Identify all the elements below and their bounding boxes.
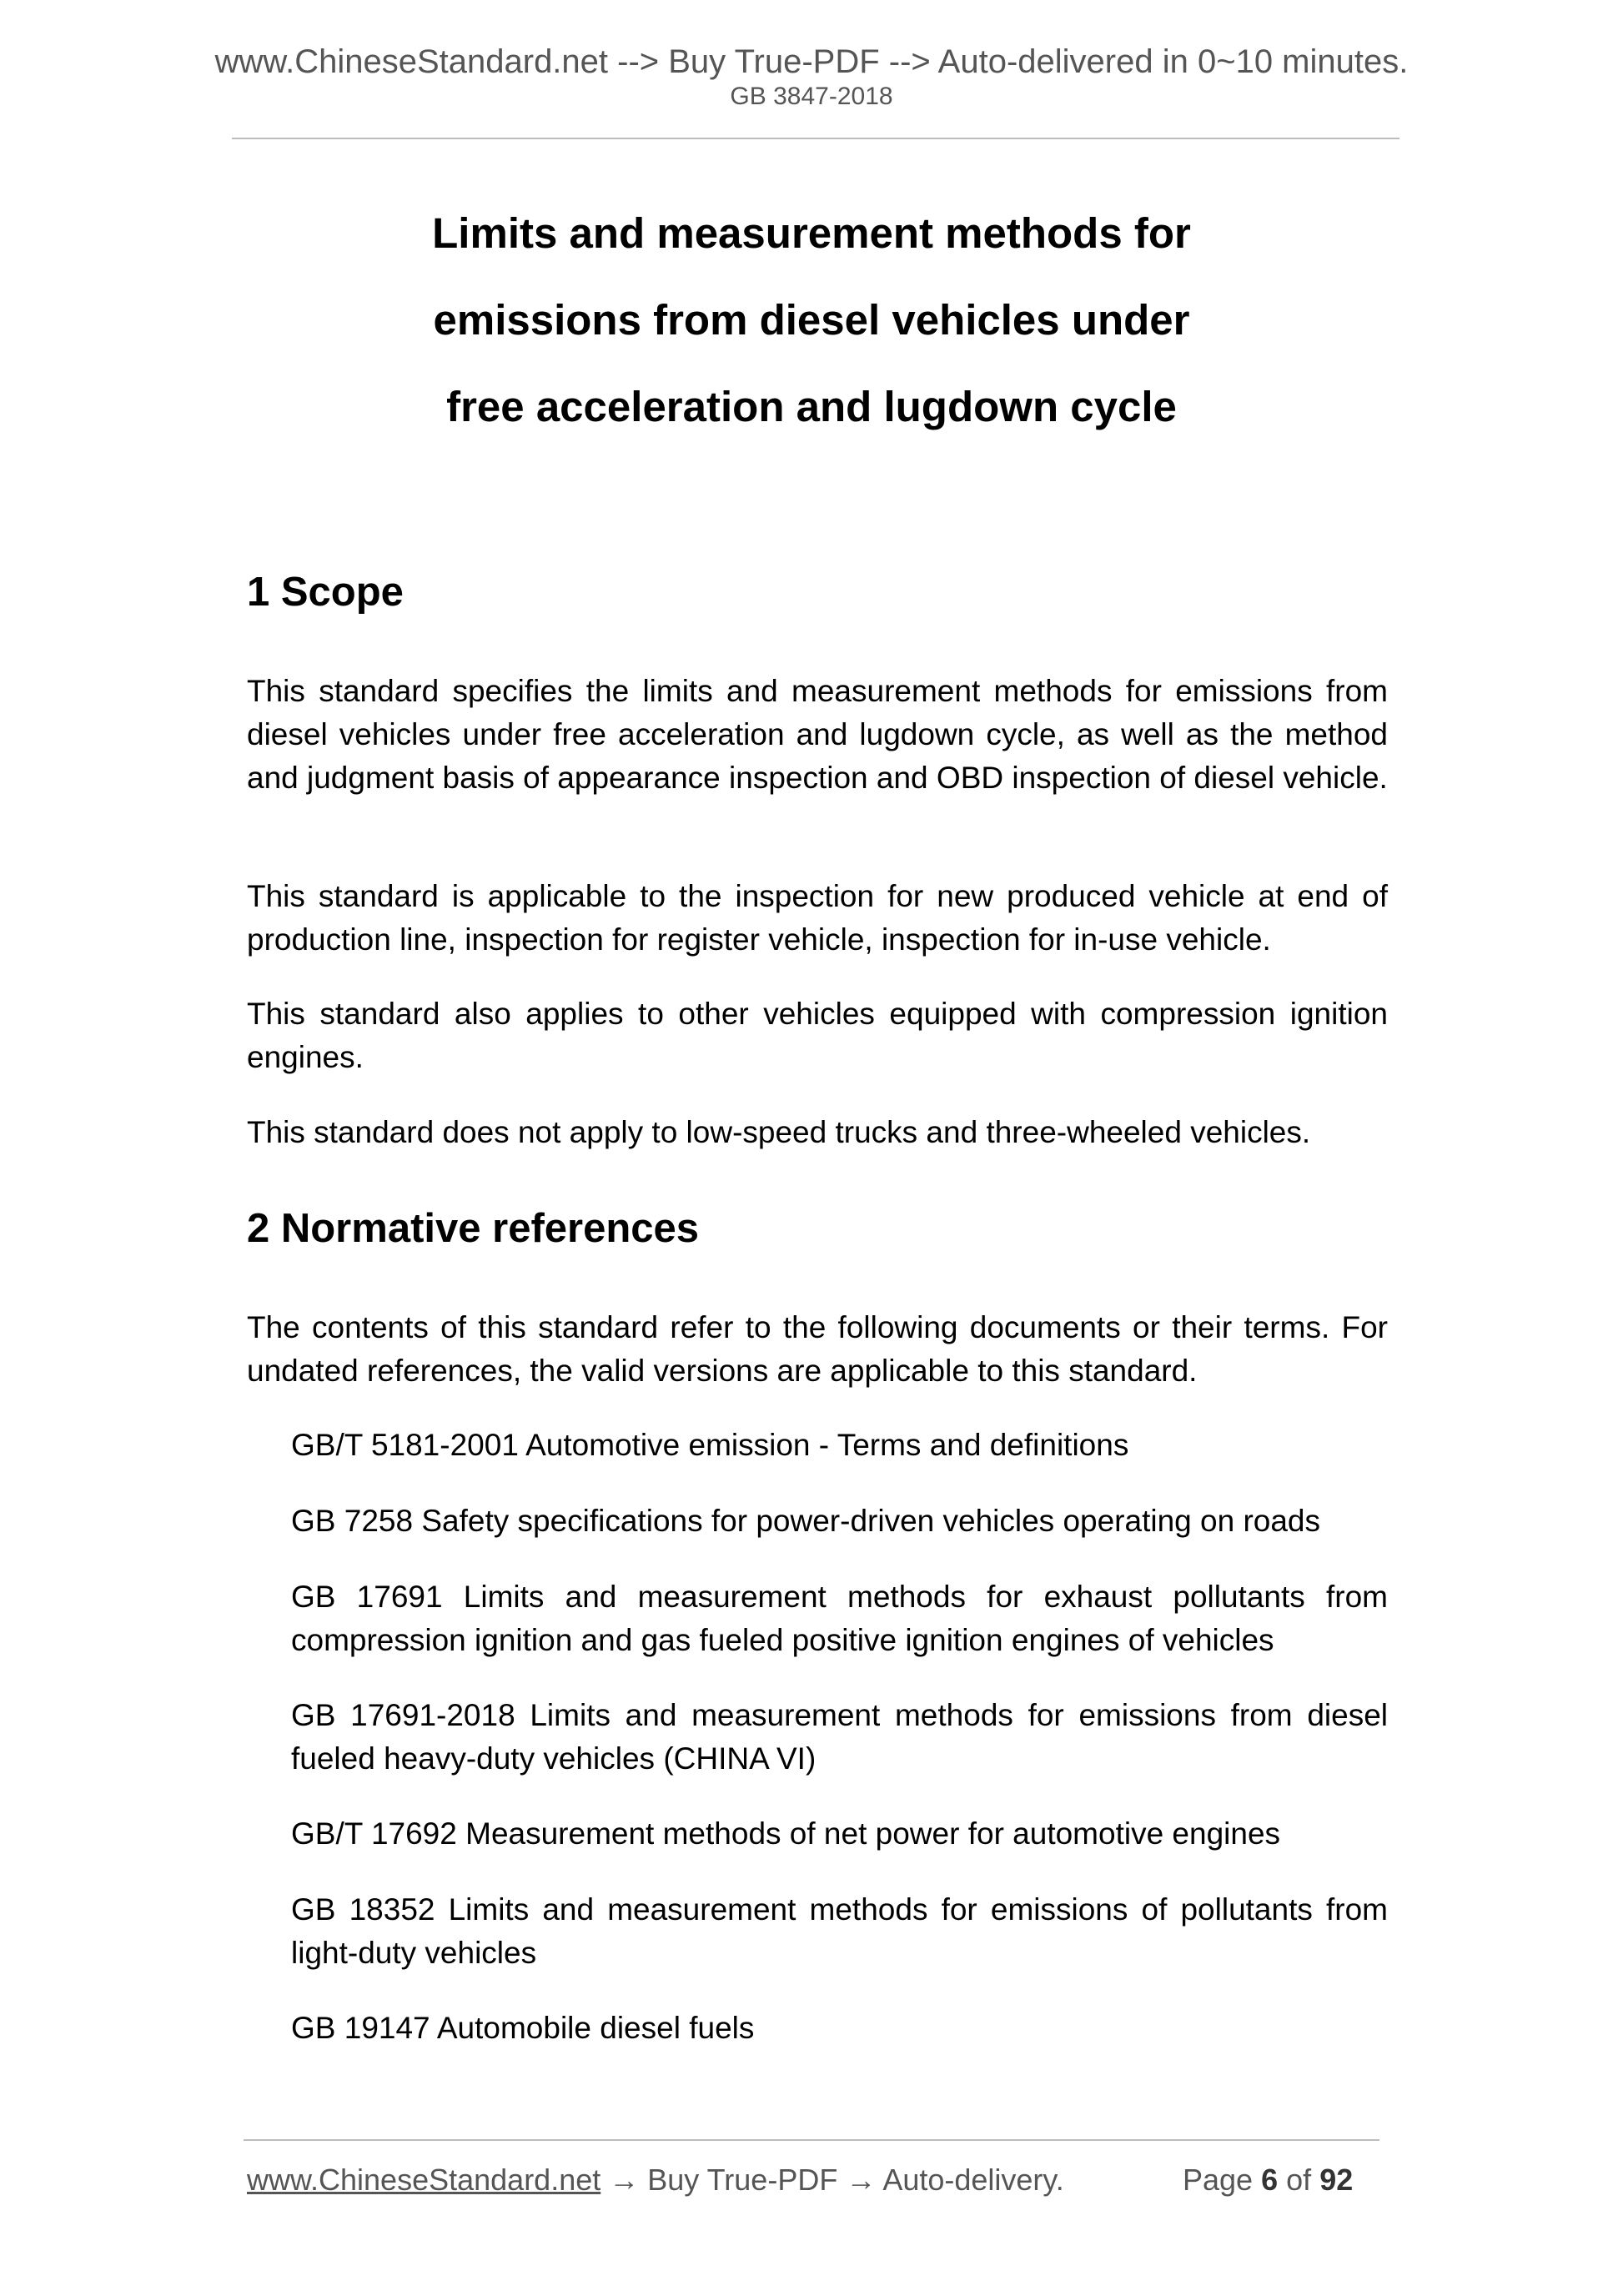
reference-item: GB 7258 Safety specifications for power-driven vehicles operating on roads (291, 1504, 1321, 1538)
document-title (0, 190, 1623, 450)
of-label: of (1286, 2163, 1312, 2197)
section-heading-scope: 1 Scope (247, 570, 404, 615)
reference-item: GB 17691 Limits and measurement methods for exhaust pollutants from compression ignition and gas fueled positive ignition engines of vehicles (291, 1580, 1388, 1657)
header-banner: www.ChineseStandard.net --> Buy True-PDF --> Auto-delivered in 0~10 minutes. (214, 43, 1409, 80)
scope-paragraph: This standard does not apply to low-speed trucks and three-wheeled vehicles. (247, 1115, 1311, 1149)
footer-divider (244, 2139, 1379, 2141)
reference-item: GB 17691-2018 Limits and measurement methods for emissions from diesel fueled heavy-duty vehicles (CHINA VI) (291, 1698, 1388, 1776)
footer-website-link[interactable]: www.ChineseStandard.net (247, 2163, 601, 2197)
page-indicator (1183, 2162, 1353, 2198)
normative-intro-paragraph: The contents of this standard refer to the following documents or their terms. For undated references, the valid versions are applicable to this standard. (247, 1310, 1388, 1388)
footer-left (247, 2162, 1064, 2198)
reference-item: GB/T 5181-2001 Automotive emission - Terms and definitions (291, 1428, 1129, 1462)
section-heading-normative-references: 2 Normative references (247, 1206, 700, 1251)
reference-item: GB/T 17692 Measurement methods of net power for automotive engines (291, 1816, 1281, 1851)
scope-paragraph: This standard is applicable to the inspection for new produced vehicle at end of production line, inspection for register vehicle, inspection for in-use vehicle. (247, 879, 1388, 957)
header-divider (232, 138, 1399, 139)
footer-tagline: → Buy True-PDF → Auto-delivery. (600, 2163, 1064, 2197)
scope-paragraph: This standard specifies the limits and measurement methods for emissions from diesel vehicles under free acceleration and lugdown cycle, as well as the method and judgment basis of appearance inspection and OBD inspection of diesel vehicle. (247, 674, 1388, 795)
total-pages: 92 (1319, 2163, 1354, 2197)
title-line-3: free acceleration and lugdown cycle (446, 383, 1177, 430)
title-line-2: emissions from diesel vehicles under (433, 296, 1190, 344)
page-label: Page (1183, 2163, 1254, 2197)
page-number: 6 (1261, 2163, 1279, 2197)
title-line-1: Limits and measurement methods for (432, 209, 1191, 257)
reference-item: GB 19147 Automobile diesel fuels (291, 2011, 755, 2045)
reference-item: GB 18352 Limits and measurement methods for emissions of pollutants from light-duty vehicles (291, 1892, 1388, 1970)
document-number: GB 3847-2018 (730, 83, 893, 110)
scope-paragraph: This standard also applies to other vehicles equipped with compression ignition engines. (247, 997, 1388, 1074)
